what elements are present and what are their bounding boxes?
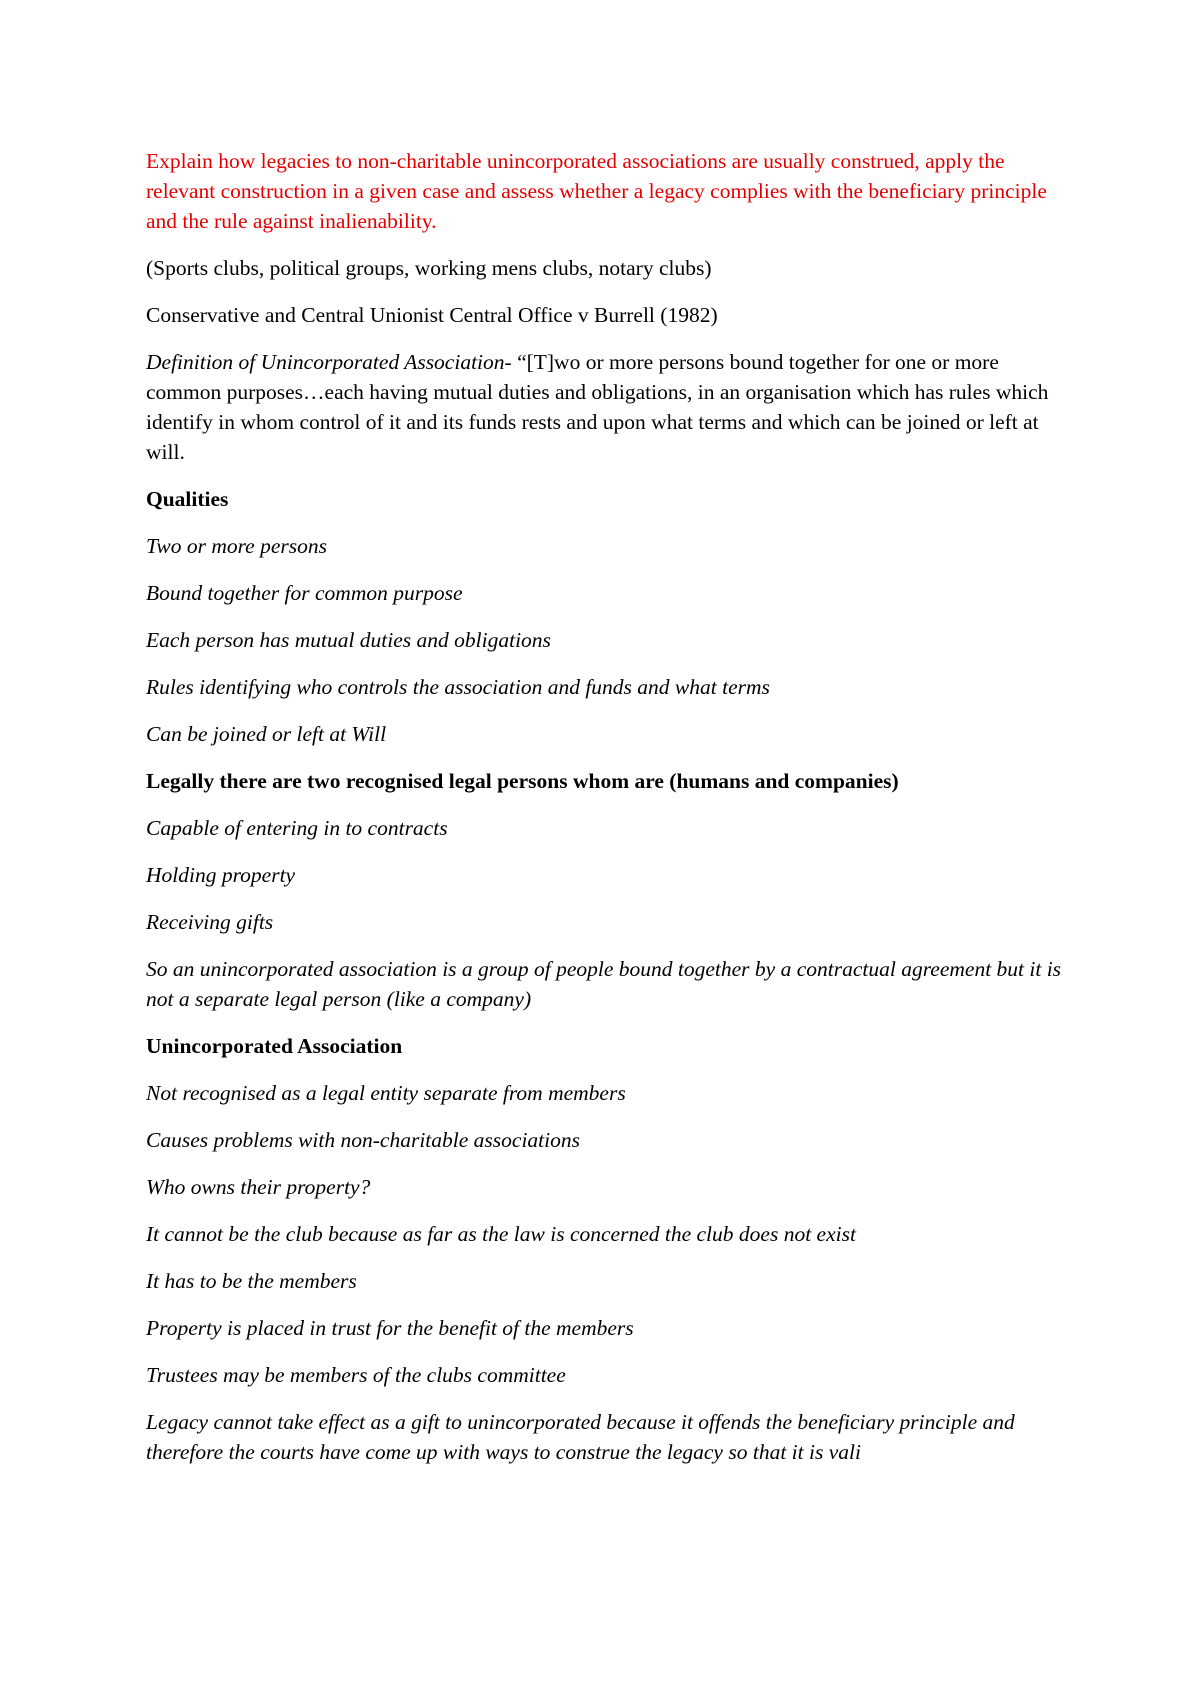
definition-text: “[T]wo or more persons bound together for one or more common purposes…each having mutual duties and obligations, in an organisation which has rules which identify in whom control of it and its funds rests and upon what terms and which can be joined or left at will.	[146, 350, 1049, 464]
quality-item: Rules identifying who controls the association and funds and what terms	[146, 675, 770, 699]
legal-persons-heading: Legally there are two recognised legal persons whom are (humans and companies)	[146, 769, 899, 793]
definition-term: Definition of Unincorporated Association-	[146, 350, 512, 374]
ua-item: It cannot be the club because as far as the law is concerned the club does not exist	[146, 1222, 856, 1246]
legal-persons-item: Receiving gifts	[146, 910, 274, 934]
qualities-heading: Qualities	[146, 487, 229, 511]
legal-persons-item: Holding property	[146, 863, 296, 887]
case-citation: Conservative and Central Unionist Central Office v Burrell (1982)	[146, 303, 718, 327]
learning-objective: Explain how legacies to non-charitable unincorporated associations are usually construed, apply the relevant construction in a given case and assess whether a legacy complies with the beneficiary principle and the rule against inalienability.	[146, 149, 1047, 233]
document-body	[146, 146, 1076, 1484]
ua-item: Not recognised as a legal entity separate from members	[146, 1081, 626, 1105]
legal-persons-item: Capable of entering in to contracts	[146, 816, 448, 840]
examples-line: (Sports clubs, political groups, working mens clubs, notary clubs)	[146, 256, 712, 280]
unincorporated-association-heading: Unincorporated Association	[146, 1034, 403, 1058]
quality-item: Bound together for common purpose	[146, 581, 463, 605]
ua-item: Causes problems with non-charitable associations	[146, 1128, 580, 1152]
ua-item: Property is placed in trust for the benefit of the members	[146, 1316, 634, 1340]
quality-item: Can be joined or left at Will	[146, 722, 387, 746]
ua-item: Legacy cannot take effect as a gift to unincorporated because it offends the beneficiary principle and therefore the courts have come up with ways to construe the legacy so that it is vali	[146, 1410, 1015, 1464]
quality-item: Each person has mutual duties and obligations	[146, 628, 551, 652]
legal-persons-item: So an unincorporated association is a group of people bound together by a contractual agreement but it is not a separate legal person (like a company)	[146, 957, 1062, 1011]
ua-item: Who owns their property?	[146, 1175, 371, 1199]
ua-item: It has to be the members	[146, 1269, 357, 1293]
ua-item: Trustees may be members of the clubs committee	[146, 1363, 566, 1387]
definition-paragraph	[146, 347, 1076, 467]
quality-item: Two or more persons	[146, 534, 327, 558]
